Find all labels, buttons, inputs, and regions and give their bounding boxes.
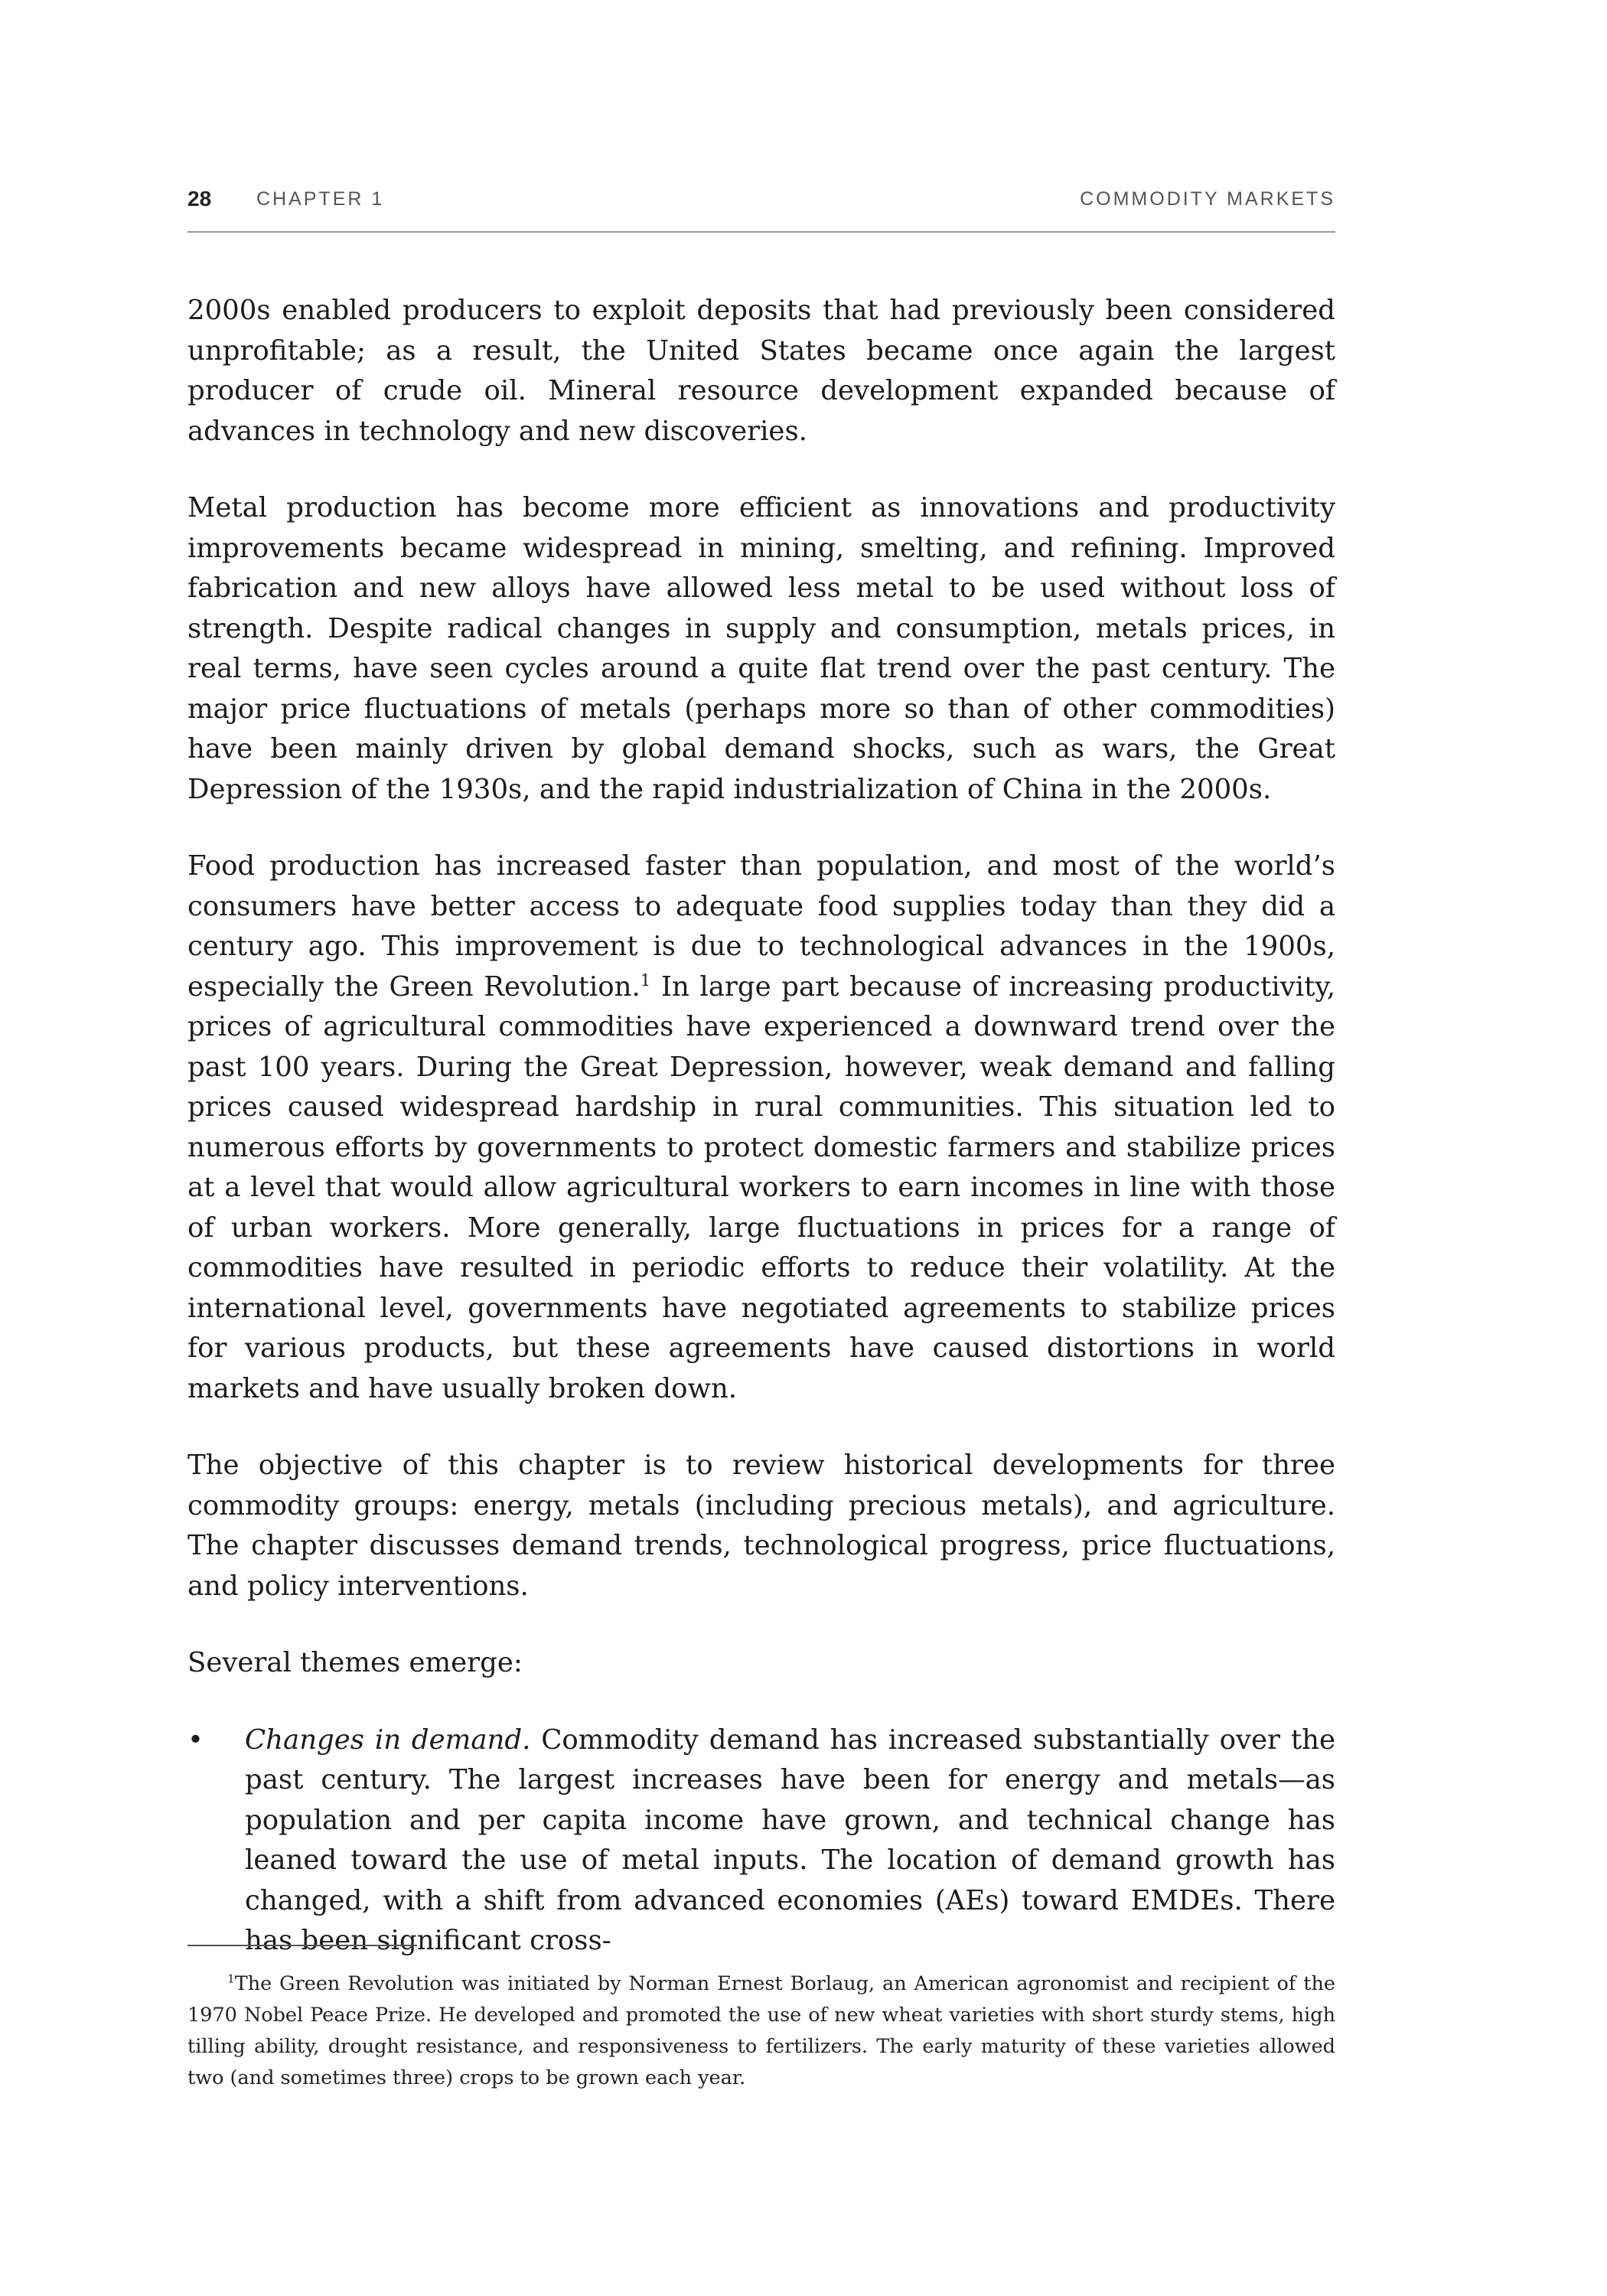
paragraph-1: 2000s enabled producers to exploit deposits that had previously been considered unprofitable; as a result, the United States became once again the largest producer of crude oil. Mineral resource development expanded because of advances in technology and new discoveries. [187,295,1335,447]
footnote [187,1968,1335,2094]
bullet-text: Commodity demand has increased substantially over the past century. The largest increases have been for energy and metals—as population and per capita income have grown, and technical change has leaned toward the use of metal inputs. The location of demand growth has changed, with a shift from advanced economies (AEs) toward EMDEs. There has been significant cross- [245,1724,1335,1956]
running-head [187,181,1335,219]
header-rule [187,231,1335,233]
bullet-item [187,1720,1335,1962]
paragraph-3-text-b: In large part because of increasing productivity, prices of agricultural commodities have experienced a downward trend over the past 100 years. During the Great Depression, however, weak demand and falling prices caused widespread hardship in rural communities. This situation led to numerous efforts by governments to protect domestic farmers and stabilize prices at a level that would allow agricultural workers to earn incomes in line with those of urban workers. More generally, large fluctuations in prices for a range of commodities have resulted in periodic efforts to reduce their volatility. At the international level, governments have negotiated agreements to stabilize prices for various products, but these agreements have caused distortions in world markets and have usually broken down. [187,970,1335,1404]
bullet-term: Changes in demand. [245,1724,531,1756]
footnote-reference: 1 [640,970,651,990]
footnote-number: 1 [227,1971,235,1986]
paragraph-3-text-a: Food production has increased faster than population, and most of the world’s consumers have better access to adequate food supplies today than they did a century ago. This improvement is due to technological advances in the 1900s, especially the Green Revolution. [187,850,1335,1003]
paragraph-3 [187,846,1335,1409]
section-label: COMMODITY MARKETS [1080,188,1335,210]
paragraph-5: Several themes emerge: [187,1647,523,1678]
footnote-text: The Green Revolution was initiated by Norman Ernest Borlaug, an American agronomist and recipient of the 1970 Nobel Peace Prize. He developed and promoted the use of new wheat varieties with short sturdy stems, high tilling ability, drought resistance, and responsiveness to fertilizers. The early maturity of these varieties allowed two (and sometimes three) crops to be grown each year. [187,1972,1335,2089]
bullet-icon: • [187,1724,204,1756]
page-number: 28 [187,187,212,210]
chapter-label: CHAPTER 1 [256,188,385,210]
paragraph-2: Metal production has become more efficient as innovations and productivity improvements became widespread in mining, smelting, and refining. Improved fabrication and new alloys have allowed less metal to be used without loss of strength. Despite radical changes in supply and consumption, metals prices, in real terms, have seen cycles around a quite flat trend over the past century. The major price fluctuations of metals (perhaps more so than of other commodities) have been mainly driven by global demand shocks, such as wars, the Great Depression of the 1930s, and the rapid industrialization of China in the 2000s. [187,492,1335,805]
footnote-rule [187,1945,417,1946]
paragraph-4: The objective of this chapter is to review historical developments for three commodity groups: energy, metals (including precious metals), and agriculture. The chapter discusses demand trends, technological progress, price fluctuations, and policy interventions. [187,1450,1335,1602]
body-text [187,291,1335,1962]
